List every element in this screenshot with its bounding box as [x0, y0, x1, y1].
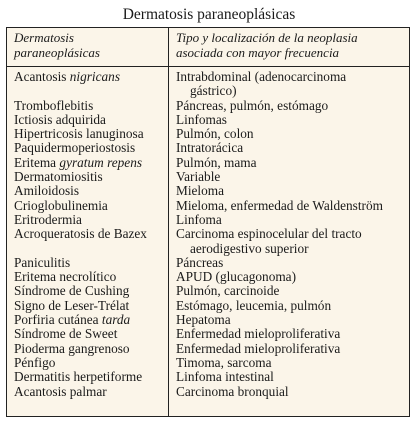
- dermatosis-name: Acantosis: [14, 69, 70, 84]
- neoplasia-text: Intratorácica: [176, 140, 244, 156]
- dermatosis-name: Síndrome de Cushing: [14, 283, 130, 299]
- neoplasia-cell: [176, 141, 408, 155]
- dermatosis-name: Paniculitis: [14, 254, 71, 270]
- neoplasia-cell: [176, 213, 408, 227]
- header-neoplasia-line: asociada con mayor frecuencia: [176, 44, 340, 60]
- table-caption: Dermatosis paraneoplásicas: [122, 6, 296, 23]
- table-row: [7, 256, 409, 270]
- dermatosis-name: Síndrome de Sweet: [14, 326, 118, 342]
- dermatosis-name: Dermatitis herpetiforme: [14, 369, 143, 385]
- dermatosis-name: Signo de Leser-Trélat: [14, 297, 130, 313]
- neoplasia-cell: [176, 99, 408, 113]
- table-body: [7, 70, 409, 399]
- dermatosis-name: Amiloidosis: [14, 183, 80, 199]
- dermatosis-cell: [14, 284, 166, 298]
- dermatosis-name-italic: gyratum repens: [59, 154, 143, 170]
- neoplasia-text: Linfoma: [176, 211, 222, 227]
- neoplasia-cell: [176, 70, 408, 99]
- dermatosis-name: Pioderma gangrenoso: [14, 340, 130, 356]
- dermatosis-cell: [14, 70, 166, 84]
- dermatosis-cell: [14, 113, 166, 127]
- table-row: [7, 385, 409, 399]
- neoplasia-text: Pulmón, mama: [176, 154, 257, 170]
- neoplasia-text: gástrico): [190, 83, 237, 99]
- neoplasia-text: Linfoma intestinal: [176, 369, 274, 385]
- dermatosis-cell: [14, 370, 166, 384]
- table-row: [7, 327, 409, 341]
- table-row: [7, 70, 409, 99]
- table-row: [7, 113, 409, 127]
- neoplasia-text: Páncreas, pulmón, estómago: [176, 97, 329, 113]
- dermatosis-cell: [14, 199, 166, 213]
- header-dermatosis-line: paraneoplásicas: [14, 44, 100, 60]
- neoplasia-text: Carcinoma espinocelular del tracto: [176, 226, 362, 242]
- dermatosis-name: Ictiosis adquirida: [14, 111, 106, 127]
- dermatosis-cell: [14, 342, 166, 356]
- neoplasia-text: Hepatoma: [176, 312, 231, 328]
- neoplasia-cell: [176, 313, 408, 327]
- dermatosis-name: Paquidermoperiostosis: [14, 140, 136, 156]
- neoplasia-text: Linfomas: [176, 111, 227, 127]
- neoplasia-cell: [176, 327, 408, 341]
- dermatosis-name: Pénfigo: [14, 354, 56, 370]
- neoplasia-cell: [176, 299, 408, 313]
- dermatosis-cell: [14, 256, 166, 270]
- neoplasia-cell: [176, 227, 408, 256]
- dermatosis-cell: [14, 313, 166, 327]
- neoplasia-cell: [176, 342, 408, 356]
- dermatosis-cell: [14, 213, 166, 227]
- header-neoplasia: [176, 31, 406, 60]
- dermatosis-cell: [14, 184, 166, 198]
- neoplasia-text: Pulmón, carcinoide: [176, 283, 280, 299]
- dermatosis-cell: [14, 127, 166, 141]
- neoplasia-text: Enfermedad mieloproliferativa: [176, 326, 341, 342]
- neoplasia-text: Variable: [176, 169, 221, 185]
- table-row: [7, 184, 409, 198]
- neoplasia-text: Pulmón, colon: [176, 126, 254, 142]
- dermatosis-name: Eritema necrolítico: [14, 269, 117, 285]
- neoplasia-cell: [176, 385, 408, 399]
- neoplasia-cell: [176, 199, 408, 213]
- dermatosis-name: Tromboflebitis: [14, 97, 94, 113]
- header-dermatosis-line: Dermatosis: [14, 30, 74, 45]
- neoplasia-text: Intrabdominal (adenocarcinoma: [176, 69, 347, 84]
- dermatosis-name-italic: nigricans: [69, 69, 120, 84]
- neoplasia-cell: [176, 127, 408, 141]
- neoplasia-cell: [176, 113, 408, 127]
- table-row: [7, 156, 409, 170]
- table-row: [7, 342, 409, 356]
- dermatosis-name: Acantosis palmar: [14, 383, 107, 399]
- table-row: [7, 356, 409, 370]
- neoplasia-text: Estómago, leucemia, pulmón: [176, 297, 332, 313]
- dermatosis-cell: [14, 99, 166, 113]
- header-neoplasia-line: Tipo y localización de la neoplasia: [176, 30, 358, 45]
- table-row: [7, 213, 409, 227]
- table-row: [7, 313, 409, 327]
- neoplasia-text: Carcinoma bronquial: [176, 383, 289, 399]
- dermatosis-name: Hipertricosis lanuginosa: [14, 126, 144, 142]
- neoplasia-text: Páncreas: [176, 254, 224, 270]
- table-row: [7, 284, 409, 298]
- dermatosis-name: Eritrodermia: [14, 211, 82, 227]
- dermatosis-name: Crioglobulinemia: [14, 197, 108, 213]
- dermatosis-cell: [14, 141, 166, 155]
- table-row: [7, 270, 409, 284]
- dermatosis-cell: [14, 227, 166, 241]
- neoplasia-cell: [176, 356, 408, 370]
- neoplasia-text: Mieloma, enfermedad de Waldenström: [176, 197, 383, 213]
- dermatosis-name: Porfiria cutánea: [14, 312, 102, 328]
- dermatosis-name: Acroqueratosis de Bazex: [14, 226, 147, 242]
- dermatosis-cell: [14, 299, 166, 313]
- dermatosis-cell: [14, 270, 166, 284]
- table-row: [7, 127, 409, 141]
- neoplasia-text: aerodigestivo superior: [190, 240, 309, 256]
- neoplasia-cell: [176, 284, 408, 298]
- table-row: [7, 199, 409, 213]
- neoplasia-cell: [176, 156, 408, 170]
- neoplasia-cell: [176, 256, 408, 270]
- neoplasia-cell: [176, 184, 408, 198]
- dermatosis-cell: [14, 356, 166, 370]
- neoplasia-cell: [176, 270, 408, 284]
- table-row: [7, 370, 409, 384]
- table-row: [7, 99, 409, 113]
- neoplasia-cell: [176, 370, 408, 384]
- dermatosis-name-italic: tarda: [101, 312, 131, 328]
- table-row: [7, 170, 409, 184]
- header-dermatosis: [14, 31, 164, 60]
- table-header: [7, 28, 409, 67]
- table-row: [7, 227, 409, 256]
- neoplasia-text: Timoma, sarcoma: [176, 354, 272, 370]
- dermatosis-cell: [14, 385, 166, 399]
- dermatosis-cell: [14, 327, 166, 341]
- dermatosis-cell: [14, 156, 166, 170]
- neoplasia-text: Enfermedad mieloproliferativa: [176, 340, 341, 356]
- paraneoplastic-dermatoses-table: [6, 27, 410, 417]
- neoplasia-text: Mieloma: [176, 183, 225, 199]
- dermatosis-cell: [14, 170, 166, 184]
- table-row: [7, 299, 409, 313]
- dermatosis-name: Dermatomiositis: [14, 169, 103, 185]
- table-row: [7, 141, 409, 155]
- neoplasia-text: APUD (glucagonoma): [176, 269, 297, 285]
- dermatosis-name: Eritema: [14, 154, 60, 170]
- neoplasia-cell: [176, 170, 408, 184]
